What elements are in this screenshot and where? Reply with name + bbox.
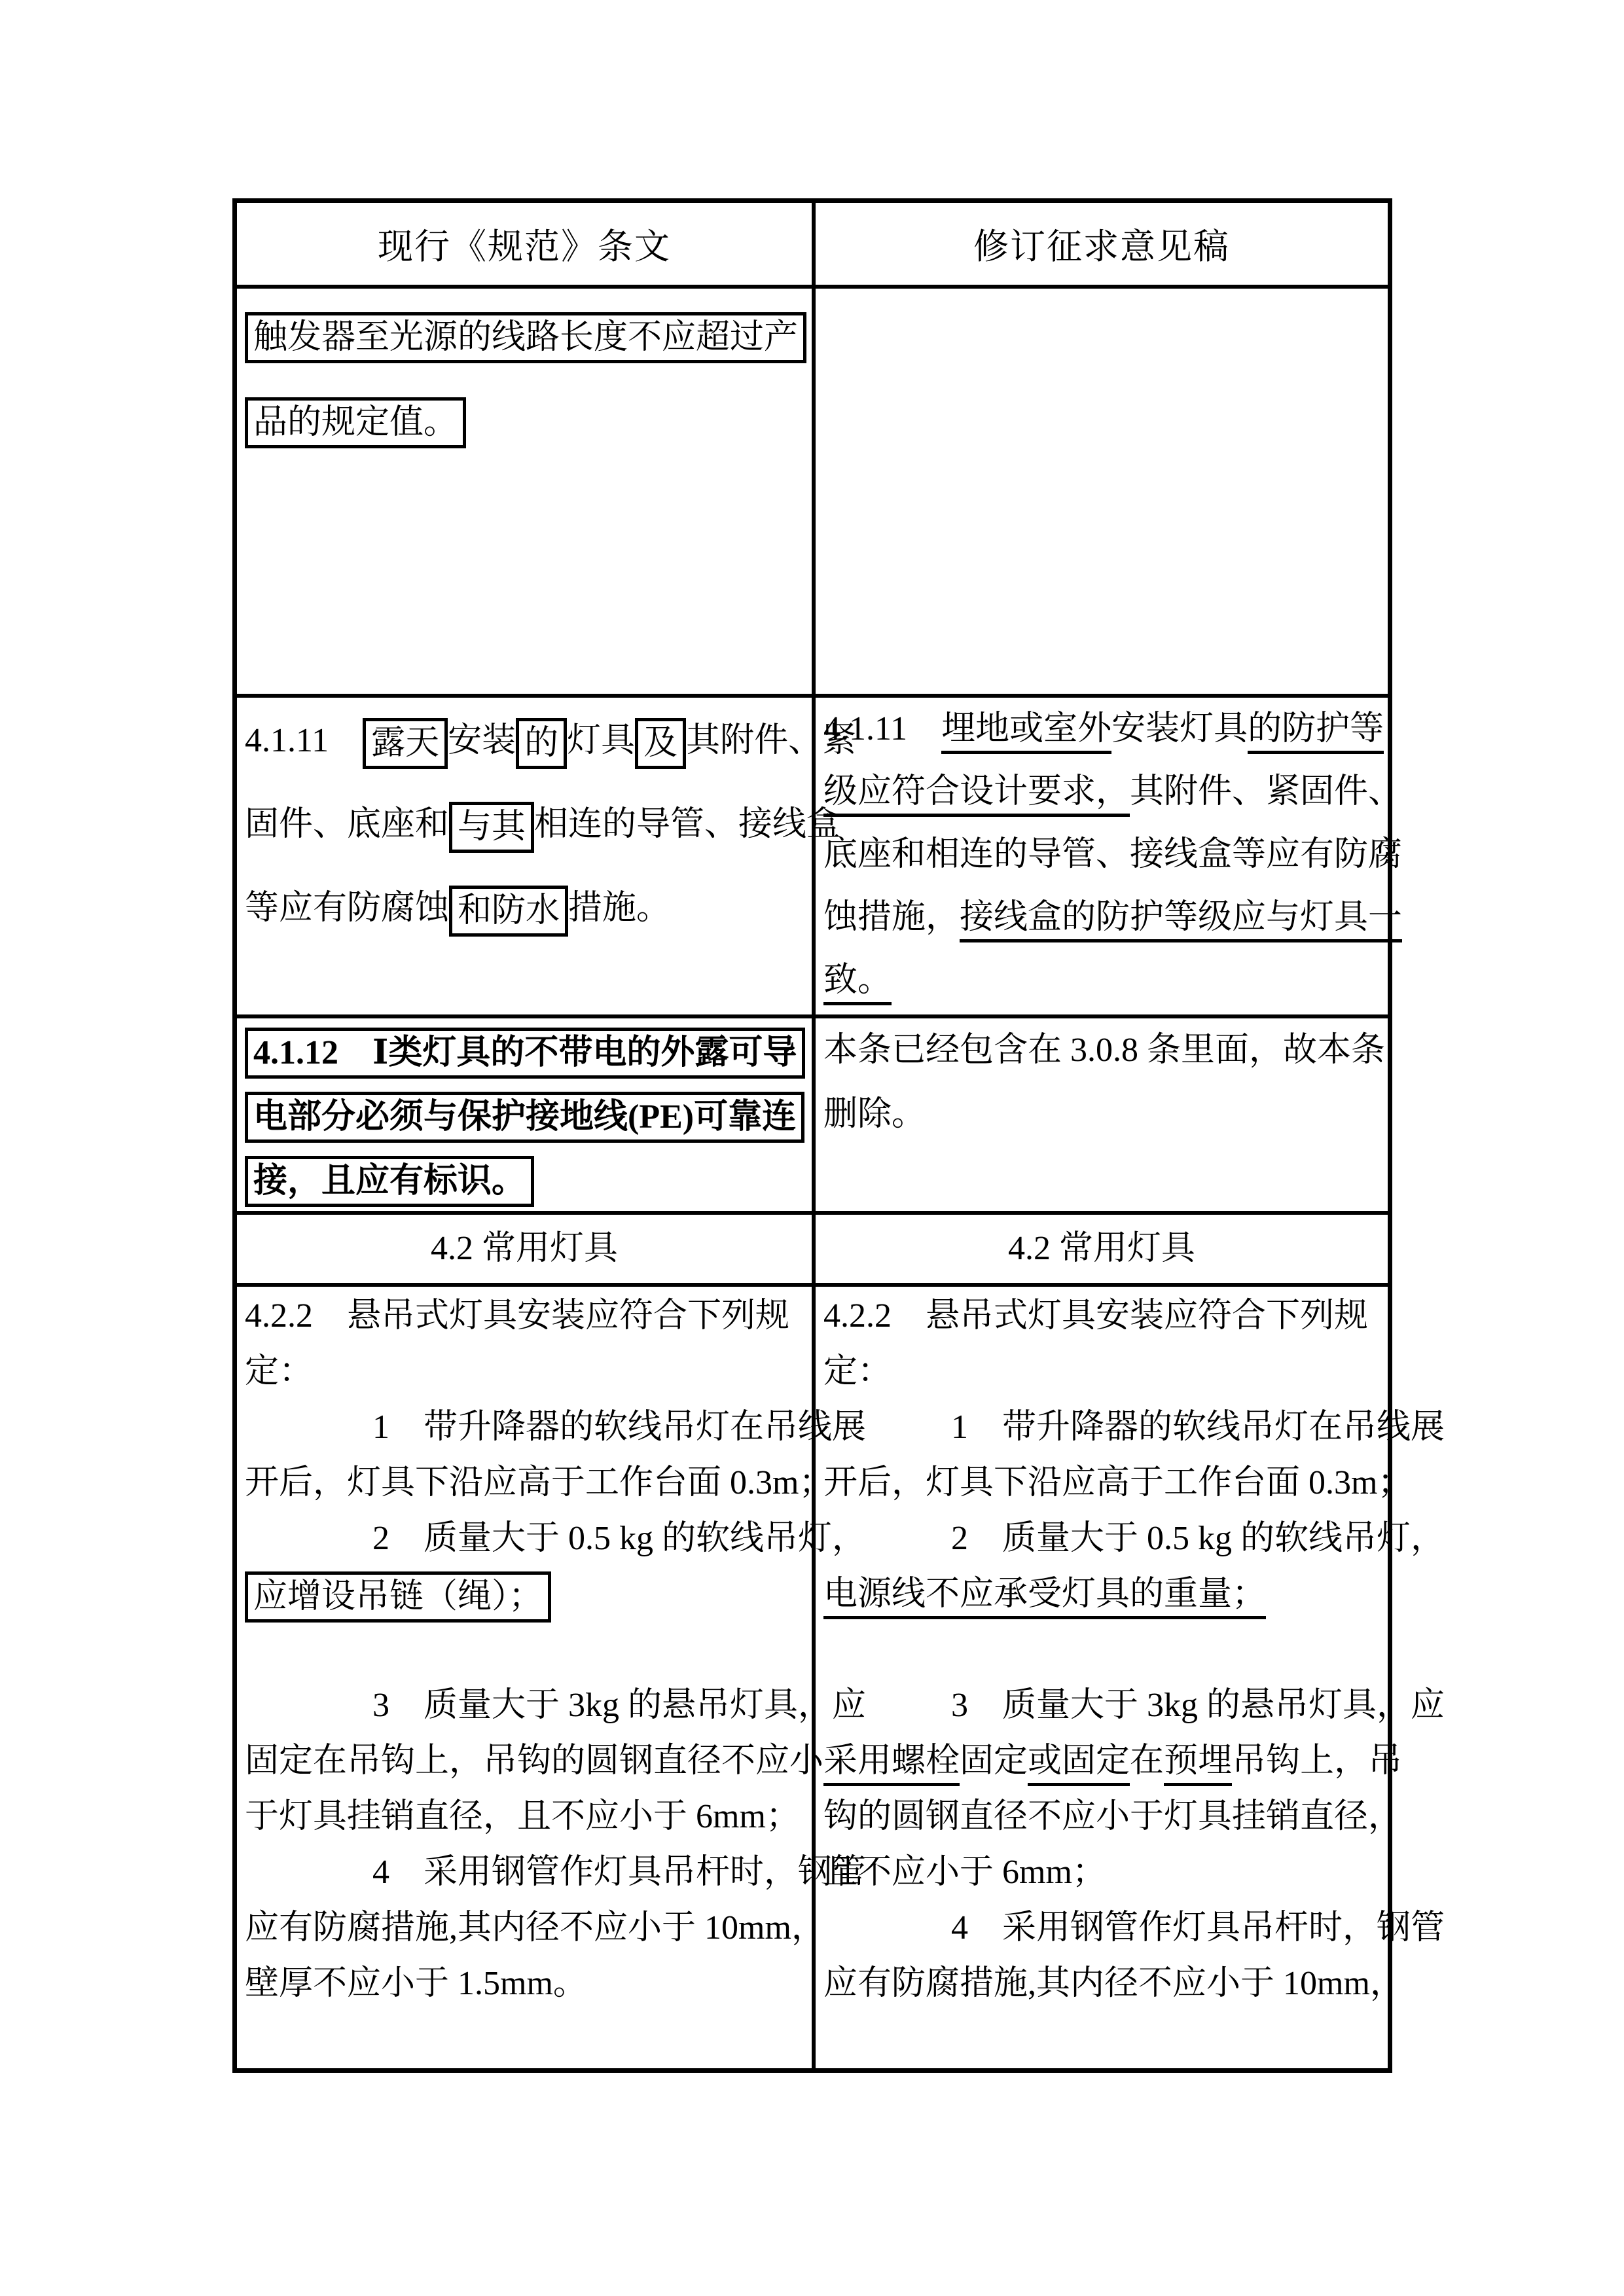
text-line — [245, 1083, 812, 1147]
text-line — [823, 1956, 1445, 2011]
text-line — [823, 1344, 1445, 1399]
text-line — [823, 1622, 1445, 1677]
text-line — [823, 1018, 1388, 1083]
text-segment: 壁厚不应小于 1.5mm。 — [245, 1965, 587, 2002]
text-line — [245, 1733, 824, 1789]
text-segment: 固定 — [960, 1742, 1028, 1780]
comparison-table — [232, 198, 1445, 2073]
deleted-text: 的 — [516, 718, 567, 768]
row-continuation-clause-right-cell — [812, 289, 1388, 694]
text-line — [823, 1677, 1445, 1733]
text-segment: 定： — [823, 1353, 892, 1390]
text-line — [245, 1018, 812, 1083]
text-segment: 1 带升降器的软线吊灯在吊线展 — [951, 1408, 1445, 1446]
text-segment: 4.1.11 — [823, 710, 942, 747]
text-segment: 措施。 — [568, 889, 671, 927]
text-segment: 于灯具挂销直径，且不应小于 6mm； — [245, 1798, 800, 1835]
text-line — [823, 1789, 1445, 1844]
deleted-text: 及 — [635, 718, 686, 768]
text-segment: 且不应小于 6mm； — [823, 1854, 1106, 1891]
text-line — [245, 1956, 812, 2011]
deleted-text: 接，且应有标识。 — [245, 1156, 534, 1206]
inserted-text: 埋地或室外 — [941, 710, 1111, 754]
row-clause-4-1-11-left-cell — [237, 698, 857, 1014]
row-section-4-2 — [237, 1211, 1388, 1283]
text-segment: 4 采用钢管作灯具吊杆时，钢管 — [372, 1854, 867, 1891]
text-segment: 相连的导管、接线盒 — [534, 806, 841, 843]
text-line — [245, 1344, 812, 1399]
deleted-text: 应增设吊链（绳）； — [245, 1571, 551, 1622]
text-line — [823, 1844, 1445, 1900]
text-segment: 3 质量大于 3kg 的悬吊灯具，应 — [372, 1687, 867, 1724]
text-line — [245, 867, 812, 950]
text-segment: 4.1.11 — [245, 722, 363, 759]
text-segment: 其附件、紧固件、 — [1130, 773, 1403, 810]
text-segment: 固件、底座和 — [245, 806, 450, 843]
text-line — [823, 949, 1402, 1012]
text-line — [823, 1566, 1445, 1622]
text-segment: 4.2.2 悬吊式灯具安装应符合下列规 — [823, 1297, 1369, 1335]
row-clause-4-1-12 — [237, 1014, 1388, 1211]
text-segment: 开后，灯具下沿应高于工作台面 0.3m； — [823, 1464, 1412, 1501]
text-line — [245, 1455, 833, 1511]
row-clause-4-1-11-right-cell — [812, 698, 1402, 1014]
inserted-text: 致。 — [823, 961, 892, 1005]
text-segment: 吊钩上，吊 — [1232, 1742, 1403, 1780]
text-segment: 固定在吊钩上，吊钩的圆钢直径不应小 — [245, 1742, 824, 1780]
text-line — [823, 1455, 1445, 1511]
row-continuation-clause-left-cell — [237, 289, 812, 694]
text-line — [823, 1511, 1445, 1566]
text-line — [245, 1677, 867, 1733]
text-segment: 4 采用钢管作灯具吊杆时，钢管 — [951, 1909, 1445, 1946]
inserted-text: 预埋 — [1164, 1742, 1232, 1786]
row-section-4-2-right-cell — [812, 1215, 1388, 1283]
text-line — [823, 886, 1402, 949]
deleted-text: 和防水 — [449, 886, 568, 936]
text-line — [245, 378, 812, 463]
text-segment: 2 质量大于 0.5 kg 的软线吊灯， — [951, 1520, 1445, 1557]
deleted-text: 触发器至光源的线路长度不应超过产 — [245, 312, 806, 363]
text-line — [245, 1622, 812, 1677]
header-label-revision-draft: 修订征求意见稿 — [973, 227, 1230, 266]
text-line — [823, 761, 1402, 823]
row-clause-4-2-2-left-cell — [237, 1287, 867, 2068]
table-header-row — [237, 203, 1388, 285]
inserted-text: 或固定 — [1028, 1742, 1130, 1786]
text-line — [823, 1215, 1388, 1283]
text-segment: 安装灯具 — [1111, 710, 1248, 747]
text-segment: 应有防腐措施,其内径不应小于 10mm， — [245, 1909, 825, 1946]
text-segment: 在 — [1130, 1742, 1164, 1780]
text-segment: 4.2.2 悬吊式灯具安装应符合下列规 — [245, 1297, 790, 1335]
text-line — [245, 1399, 867, 1455]
row-clause-4-1-11 — [237, 694, 1403, 1014]
text-segment: 1 带升降器的软线吊灯在吊线展 — [372, 1408, 867, 1446]
text-segment: 开后，灯具下沿应高于工作台面 0.3m； — [245, 1464, 833, 1501]
header-label-current-code: 现行《规范》条文 — [378, 227, 671, 266]
text-segment: 底座和相连的导管、接线盒等应有防腐 — [823, 836, 1403, 873]
text-segment: 等应有防腐蚀 — [245, 889, 450, 927]
text-line — [245, 293, 812, 378]
header-cell-revision-draft — [812, 203, 1388, 285]
deleted-text: 与其 — [449, 802, 534, 852]
deleted-text: 电部分必须与保护接地线(PE)可靠连 — [245, 1092, 804, 1142]
row-continuation-clause — [237, 285, 1388, 694]
row-section-4-2-left-cell — [237, 1215, 812, 1283]
text-line — [823, 1288, 1445, 1344]
text-line — [823, 1733, 1445, 1789]
deleted-text: 品的规定值。 — [245, 397, 466, 448]
text-segment: 本条已经包含在 3.0.8 条里面，故本条 — [823, 1031, 1386, 1069]
inserted-text: 电源线不应承受灯具的重量； — [823, 1575, 1266, 1619]
inserted-text: 接线盒的防护等级应与灯具一 — [960, 899, 1402, 942]
text-line — [823, 1083, 1388, 1147]
row-clause-4-2-2 — [237, 1283, 1445, 2068]
text-segment: 4.2 常用灯具 — [430, 1230, 618, 1267]
text-line — [245, 1900, 825, 1956]
text-segment: 蚀措施， — [823, 899, 960, 936]
text-segment: 安装 — [448, 722, 516, 759]
text-line — [823, 698, 1402, 761]
text-line — [823, 823, 1402, 886]
text-segment: 应有防腐措施,其内径不应小于 10mm， — [823, 1965, 1404, 2002]
row-clause-4-1-12-right-cell — [812, 1018, 1388, 1211]
text-line — [823, 1399, 1445, 1455]
text-segment: 钩的圆钢直径不应小于灯具挂销直径， — [823, 1798, 1403, 1835]
text-line — [245, 1511, 867, 1566]
text-segment: 删除。 — [823, 1096, 926, 1133]
text-segment: 4.2 常用灯具 — [1007, 1230, 1195, 1267]
text-segment: 定： — [245, 1353, 314, 1390]
row-clause-4-1-12-left-cell — [237, 1018, 812, 1211]
deleted-text: 露天 — [363, 718, 448, 768]
text-segment: 灯具 — [567, 722, 636, 759]
text-line — [245, 1844, 867, 1900]
text-line — [245, 1566, 812, 1622]
inserted-text: 采用螺栓 — [823, 1742, 960, 1786]
inserted-text: 级应符合设计要求， — [823, 773, 1130, 817]
text-line — [245, 699, 857, 783]
text-line — [245, 1789, 812, 1844]
text-line — [823, 1900, 1445, 1956]
text-segment: 其附件、紧 — [686, 722, 857, 759]
inserted-text: 的防护等 — [1248, 710, 1384, 754]
deleted-text: 4.1.12 Ⅰ类灯具的不带电的外露可导 — [245, 1028, 805, 1078]
text-line — [245, 1215, 812, 1283]
text-segment: 2 质量大于 0.5 kg 的软线吊灯， — [372, 1520, 867, 1557]
text-line — [245, 783, 841, 867]
header-cell-current-code — [237, 203, 812, 285]
text-line — [245, 1147, 812, 1211]
text-segment: 3 质量大于 3kg 的悬吊灯具，应 — [951, 1687, 1445, 1724]
text-line — [245, 1288, 812, 1344]
row-clause-4-2-2-right-cell — [812, 1287, 1445, 2068]
